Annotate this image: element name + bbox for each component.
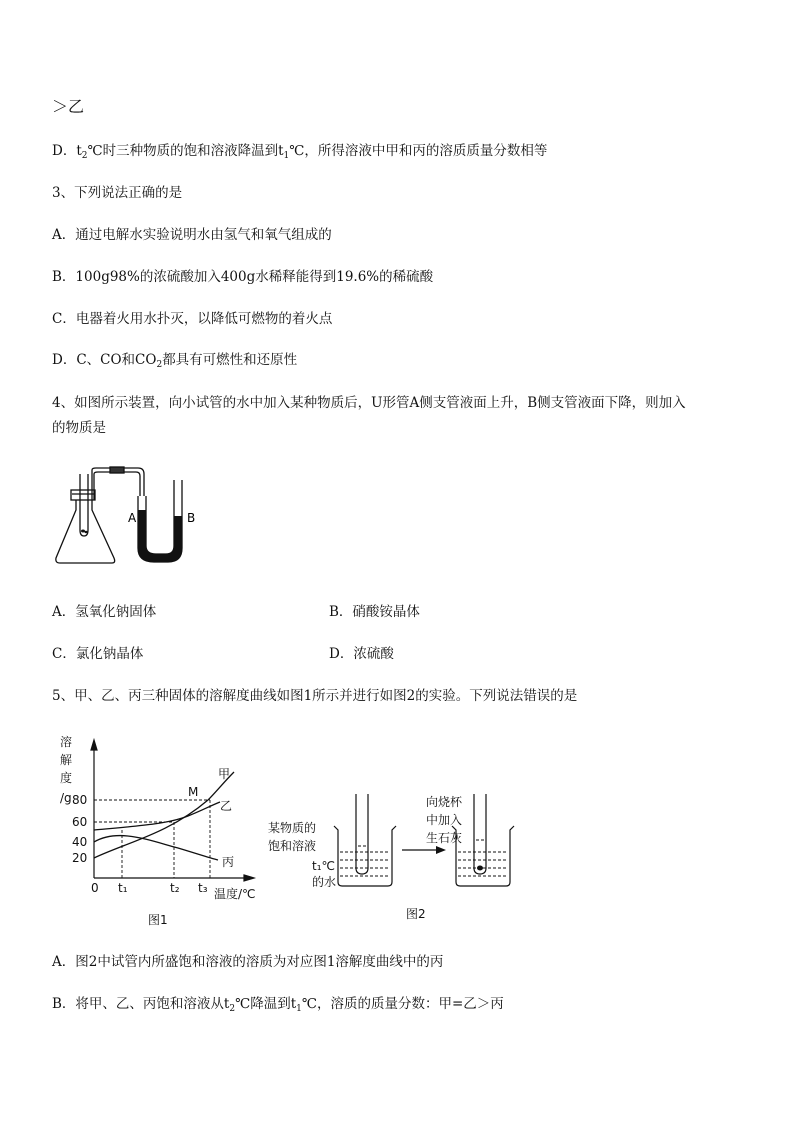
solubility-chart <box>58 730 268 930</box>
svg-text:度: 度 <box>60 771 73 785</box>
q3-option-a: A．通过电解水实验说明水由氢气和氧气组成的 <box>52 227 332 243</box>
svg-text:溶: 溶 <box>60 735 73 749</box>
svg-text:60: 60 <box>72 815 88 829</box>
label-yi: 乙 <box>220 799 233 813</box>
svg-text:某物质的: 某物质的 <box>268 821 317 835</box>
svg-text:t₁℃: t₁℃ <box>312 859 335 873</box>
svg-text:40: 40 <box>72 835 88 849</box>
q4-option-c: C．氯化钠晶体 <box>52 646 144 662</box>
svg-text:的水: 的水 <box>312 875 337 889</box>
label-a: A <box>128 511 137 525</box>
svg-text:中加入: 中加入 <box>426 813 463 827</box>
q4-option-b: B．硝酸铵晶体 <box>329 604 420 620</box>
line-continuation: ＞乙 <box>52 97 85 116</box>
svg-text:80: 80 <box>72 793 88 807</box>
svg-text:生石灰: 生石灰 <box>426 831 463 845</box>
curve-bing <box>94 836 218 860</box>
svg-text:向烧杯: 向烧杯 <box>426 795 463 809</box>
q4-option-a: A．氢氧化钠固体 <box>52 604 157 620</box>
question-4-stem-cont: 的物质是 <box>52 420 106 436</box>
label-jia: 甲 <box>218 767 231 781</box>
svg-text:解: 解 <box>60 753 73 767</box>
svg-text:20: 20 <box>72 851 88 865</box>
svg-text:饱和溶液: 饱和溶液 <box>268 839 317 853</box>
svg-text:/g: /g <box>60 791 72 805</box>
label-b: B <box>187 511 196 525</box>
svg-text:t₃: t₃ <box>198 881 208 895</box>
q3-option-c: C．电器着火用水扑灭，以降低可燃物的着火点 <box>52 311 333 327</box>
question-5-stem: 5、甲、乙、丙三种固体的溶解度曲线如图1所示并进行如图2的实验。下列说法错误的是 <box>52 688 578 704</box>
label-bing: 丙 <box>222 855 235 869</box>
curve-jia <box>94 772 234 858</box>
beaker-experiment <box>268 760 528 930</box>
label-m: M <box>188 785 199 799</box>
option-2d: D．$t_2℃$时三种物质的饱和溶液降温到$t_1℃$，所得溶液中甲和丙的溶质质量分数相等 <box>52 143 548 161</box>
svg-text:t₁: t₁ <box>118 881 128 895</box>
q3-option-d: D．C、CO和$CO_2$都具有可燃性和还原性 <box>52 352 298 370</box>
caption-fig2: 图2 <box>406 907 426 921</box>
svg-text:0: 0 <box>91 881 99 895</box>
flask-u-tube-figure <box>50 466 220 570</box>
q4-option-d: D．浓硫酸 <box>329 646 394 662</box>
q5-option-a: A．图2中试管内所盛饱和溶液的溶质为对应图1溶解度曲线中的丙 <box>52 954 444 970</box>
svg-text:t₂: t₂ <box>170 881 180 895</box>
svg-text:温度/℃: 温度/℃ <box>214 887 256 901</box>
question-4-stem: 4、如图所示装置，向小试管的水中加入某种物质后，U形管A侧支管液面上升，B侧支管液面下降，则加入 <box>52 395 686 411</box>
question-3-stem: 3、下列说法正确的是 <box>52 185 183 201</box>
caption-fig1: 图1 <box>148 913 168 927</box>
q5-option-b: B．将甲、乙、丙饱和溶液从$t_2℃$降温到$t_1℃$，溶质的质量分数：甲=乙＞丙 <box>52 996 504 1014</box>
q3-option-b: B．100g98%的浓硫酸加入400g水稀释能得到19.6%的稀硫酸 <box>52 269 434 285</box>
